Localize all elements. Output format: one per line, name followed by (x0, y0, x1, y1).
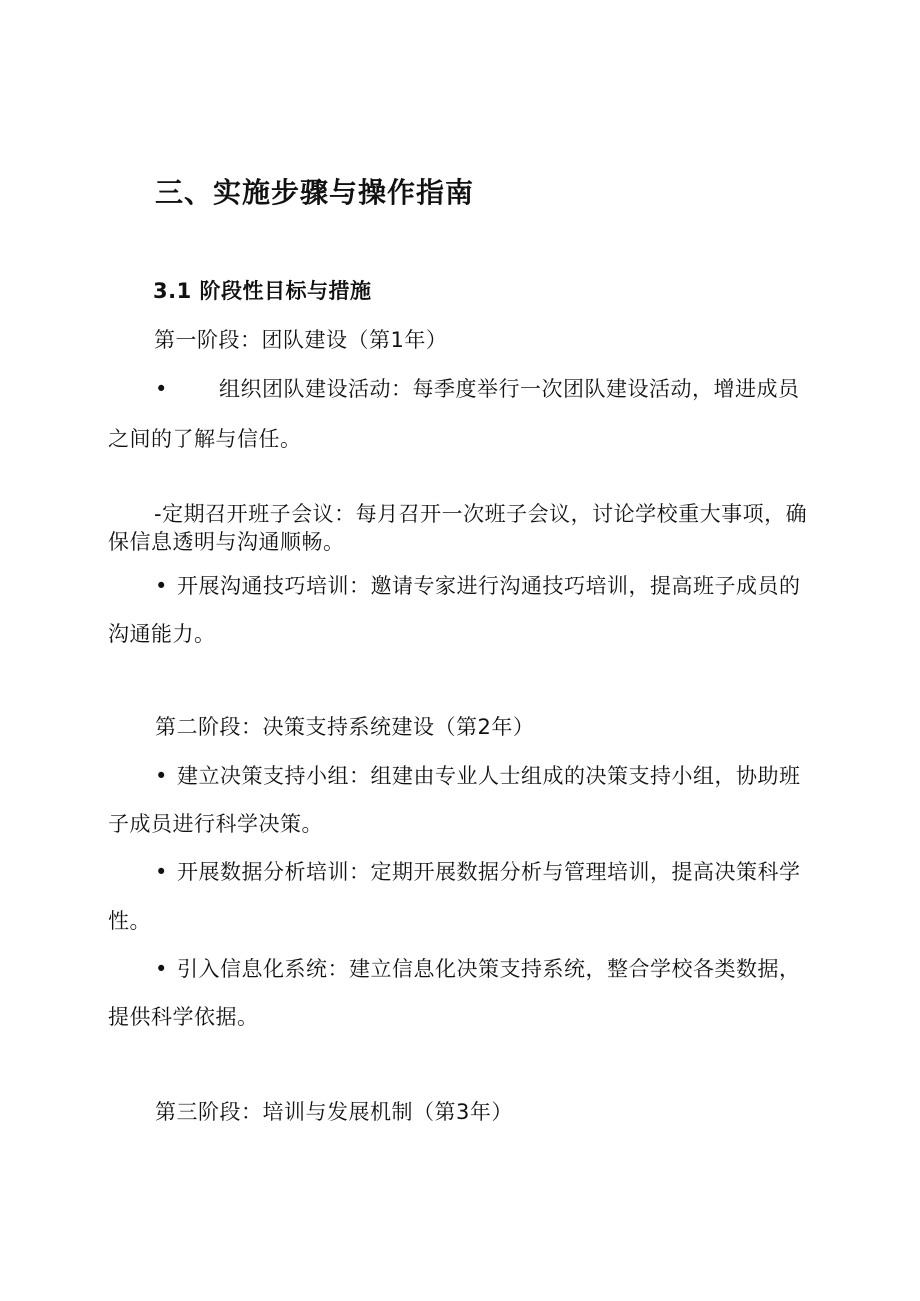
phase1-item1-line2: 之间的了解与信任。 (108, 427, 302, 451)
phase1-item3-line1 (155, 571, 801, 601)
phase1-item1-text: 组织团队建设活动：每季度举行一次团队建设活动，增进成员 (219, 377, 800, 401)
section-title: 三、实施步骤与操作指南 (155, 176, 475, 209)
phase1-item3-text: 开展沟通技巧培训：邀请专家进行沟通技巧培训，提高班子成员的 (177, 574, 801, 598)
bullet-icon: • (155, 574, 168, 598)
phase2-item3-line1 (155, 954, 801, 984)
phase2-item1-text: 建立决策支持小组：组建由专业人士组成的决策支持小组，协助班 (177, 764, 801, 788)
phase2-item1-line2: 子成员进行科学决策。 (108, 812, 323, 836)
bullet-icon: • (155, 860, 168, 884)
phase1-item3-line2: 沟通能力。 (108, 622, 216, 646)
phase2-item3-line2: 提供科学依据。 (108, 1005, 259, 1029)
phase2-item1-line1 (155, 761, 801, 791)
phase1-item2-line1: -定期召开班子会议：每月召开一次班子会议，讨论学校重大事项，确 (154, 502, 808, 526)
subsection-title: 3.1 阶段性目标与措施 (153, 279, 372, 303)
phase2-item2-line1 (155, 857, 801, 887)
bullet-icon: • (155, 377, 168, 401)
phase2-title: 第二阶段：决策支持系统建设（第2年） (155, 715, 535, 739)
phase1-title: 第一阶段：团队建设（第1年） (154, 328, 448, 352)
phase3-title: 第三阶段：培训与发展机制（第3年） (155, 1100, 513, 1124)
phase2-item2-line2: 性。 (108, 909, 151, 933)
phase1-item1-line1 (155, 374, 800, 404)
phase1-item2-line2: 保信息透明与沟通顺畅。 (108, 530, 345, 554)
phase2-item3-text: 引入信息化系统：建立信息化决策支持系统，整合学校各类数据， (177, 957, 801, 981)
phase2-item2-text: 开展数据分析培训：定期开展数据分析与管理培训，提高决策科学 (177, 860, 801, 884)
bullet-icon: • (155, 764, 168, 788)
bullet-icon: • (155, 957, 168, 981)
